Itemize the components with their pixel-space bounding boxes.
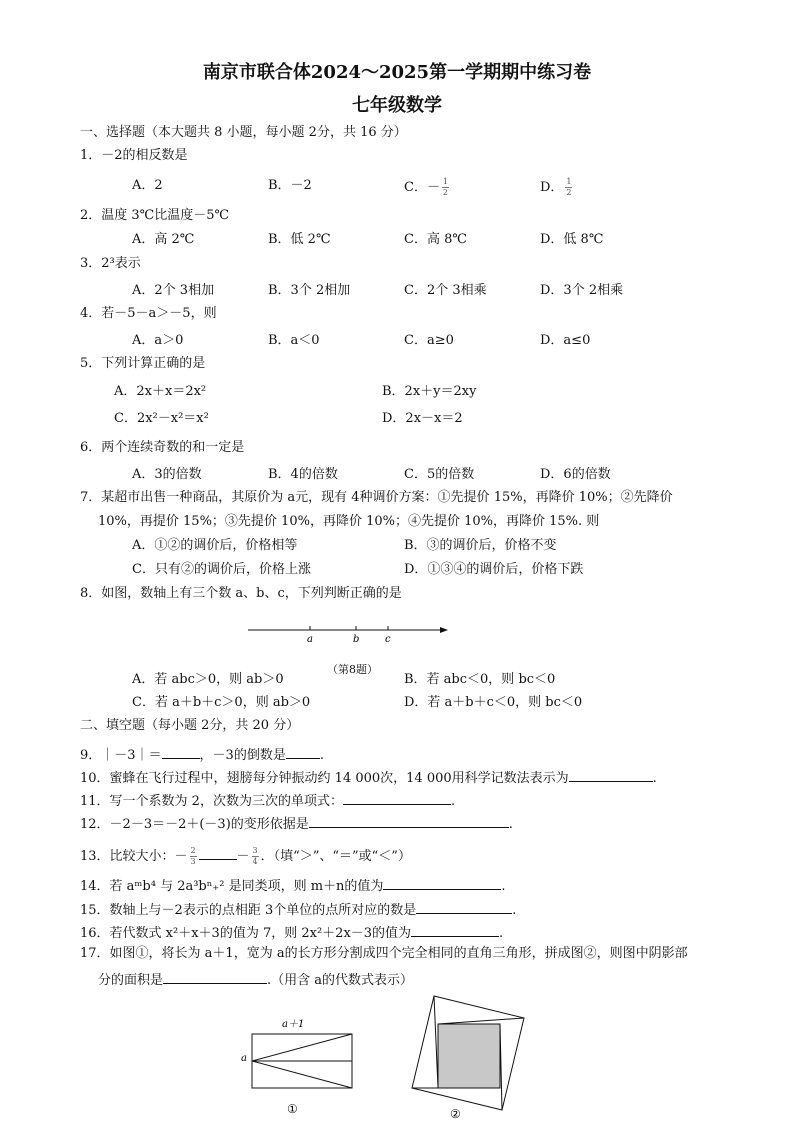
answer-blank[interactable]: [162, 745, 200, 759]
q6-option-a: A．3的倍数: [132, 467, 202, 482]
section-heading-fill: 二、填空题（每小题 2分，共 20 分）: [80, 718, 300, 733]
q12: 12．－2－3＝－2＋(－3)的变形依据是 .: [80, 814, 513, 833]
number-line-figure: [240, 618, 455, 648]
q2-option-a: A．高 2℃: [132, 232, 195, 247]
figure8-caption: （第8题）: [327, 663, 378, 676]
q1-option-d: D． $\frac{1}{2}$: [540, 177, 572, 197]
q2-stem: 2．温度 3℃比温度－5℃: [80, 208, 230, 223]
answer-blank[interactable]: [309, 814, 509, 828]
q13: 13．比较大小：－ $\frac{2}{3}$ － $\frac{3}{4}$ ．（填“＞”、“＝”或“＜”）: [80, 846, 411, 866]
q11: 11．写一个系数为 2，次数为三次的单项式： .: [80, 791, 455, 810]
answer-blank[interactable]: [416, 900, 512, 914]
q6-option-c: C．5的倍数: [404, 467, 475, 482]
q1-stem: 1．－2的相反数是: [80, 148, 188, 163]
q5-option-c: C．2x²－x²＝x²: [114, 411, 209, 426]
q8-option-a: A．若 abc＞0，则 ab＞0: [132, 672, 284, 687]
fraction: $\frac{2}{3}$: [190, 846, 196, 866]
answer-blank[interactable]: [411, 923, 499, 937]
q5-option-b: B．2x＋y＝2xy: [382, 384, 477, 399]
q17-line2: 分的面积是 .（用含 a的代数式表示）: [98, 970, 413, 989]
figure-2-pinwheel: [402, 994, 526, 1124]
q14: 14．若 aᵐb⁴ 与 2a³bⁿ₊² 是同类项，则 m＋n的值为 .: [80, 876, 506, 895]
q5-stem: 5．下列计算正确的是: [80, 356, 206, 371]
fraction: $\frac{3}{4}$: [252, 846, 258, 866]
q4-option-a: A．a＞0: [132, 333, 184, 348]
q7-stem-line2: 10%，再提价 15%；③先提价 10%，再降价 10%；④先提价 10%，再降价 15%. 则: [98, 514, 600, 529]
q2-option-c: C．高 8℃: [404, 232, 467, 247]
fig1-left-label: a: [241, 1053, 247, 1064]
q1-option-b: B．－2: [268, 178, 312, 193]
fig1-diag-bottom: [252, 1061, 352, 1088]
answer-blank[interactable]: [383, 876, 501, 890]
page-title: 南京市联合体2024～2025第一学期期中练习卷: [202, 62, 592, 83]
q3-option-c: C．2个 3相乘: [404, 283, 487, 298]
q7-stem-line1: 7．某超市出售一种商品，其原价为 a元，现有 4种调价方案：①先提价 15%，再降价 10%；②先降价: [80, 490, 673, 505]
q1-option-c: C．－ $\frac{1}{2}$: [404, 177, 448, 197]
label-a: a: [307, 634, 313, 645]
q6-stem: 6．两个连续奇数的和一定是: [80, 440, 245, 455]
q10: 10．蜜蜂在飞行过程中，翅膀每分钟振动约 14 000次，14 000用科学记数法表示为 .: [80, 768, 657, 787]
q6-option-b: B．4的倍数: [268, 467, 338, 482]
q16: 16．若代数式 x²＋x＋3的值为 7，则 2x²＋2x－3的值为 .: [80, 923, 503, 942]
q8-option-b: B．若 abc＜0，则 bc＜0: [404, 672, 556, 687]
fraction: $\frac{1}{2}$: [442, 177, 448, 197]
q2-option-b: B．低 2℃: [268, 232, 331, 247]
figure-1-rectangle: [236, 1014, 360, 1118]
answer-blank[interactable]: [199, 846, 237, 860]
fig2-shaded-square: [438, 1024, 500, 1088]
q7-option-c: C．只有②的调价后，价格上涨: [132, 562, 311, 577]
q4-option-d: D．a≤0: [540, 333, 591, 348]
fig1-caption: ①: [287, 1102, 298, 1116]
q8-stem: 8．如图，数轴上有三个数 a、b、c，下列判断正确的是: [80, 586, 402, 601]
q7-option-b: B．③的调价后，价格不变: [404, 538, 557, 553]
q6-option-d: D．6的倍数: [540, 467, 611, 482]
fig1-diag-top: [252, 1034, 352, 1061]
q4-stem: 4．若－5－a＞－5，则: [80, 306, 217, 321]
axis-arrow: [440, 627, 448, 633]
answer-blank[interactable]: [163, 970, 267, 984]
q5-option-d: D．2x－x＝2: [382, 411, 463, 426]
fig1-top-label: a＋1: [282, 1019, 305, 1030]
q15: 15．数轴上与－2表示的点相距 3个单位的点所对应的数是 .: [80, 900, 516, 919]
q3-option-d: D．3个 2相乘: [540, 283, 624, 298]
q4-option-b: B．a＜0: [268, 333, 320, 348]
fig2-caption: ②: [450, 1107, 461, 1121]
q3-option-a: A．2个 3相加: [132, 283, 215, 298]
q7-option-a: A．①②的调价后，价格相等: [132, 538, 298, 553]
answer-blank[interactable]: [286, 745, 320, 759]
label-c: c: [385, 634, 391, 645]
q3-stem: 3．2³表示: [80, 256, 141, 271]
q8-option-c: C．若 a＋b＋c＞0，则 ab＞0: [132, 695, 311, 710]
q7-option-d: D．①③④的调价后，价格下跌: [404, 562, 584, 577]
fig2-edge-2: [438, 1018, 524, 1024]
q1-option-a: A．2: [132, 178, 163, 193]
label-b: b: [353, 634, 360, 645]
q8-option-d: D．若 a＋b＋c＜0，则 bc＜0: [404, 695, 583, 710]
section-heading-choice: 一、选择题（本大题共 8 小题，每小题 2分，共 16 分）: [80, 125, 407, 140]
q3-option-b: B．3个 2相加: [268, 283, 351, 298]
answer-blank[interactable]: [569, 768, 653, 782]
q17-line1: 17．如图①，将长为 a＋1，宽为 a的长方形分割成四个完全相同的直角三角形，拼成图②，则图中阴影部: [80, 946, 688, 961]
answer-blank[interactable]: [343, 791, 451, 805]
q5-option-a: A．2x＋x＝2x²: [114, 384, 207, 399]
q4-option-c: C．a≥0: [404, 333, 454, 348]
fraction: $\frac{1}{2}$: [566, 177, 572, 197]
q2-option-d: D．低 8℃: [540, 232, 604, 247]
q9: 9．｜－3｜＝ ，－3的倒数是 .: [80, 745, 324, 764]
fig2-edge-1: [434, 996, 438, 1088]
page-subtitle: 七年级数学: [352, 95, 442, 116]
